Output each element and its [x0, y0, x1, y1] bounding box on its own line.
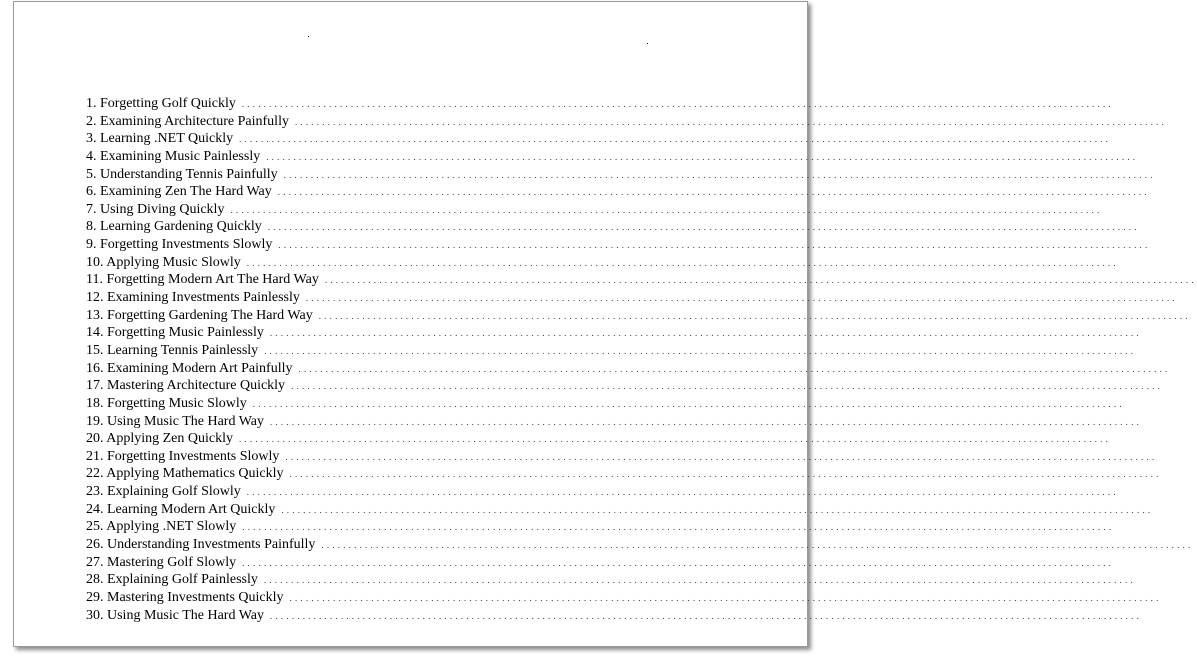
document-page: [13, 1, 1197, 647]
toc-entry[interactable]: [86, 413, 1143, 432]
toc-entry-label: 2. Examining Architecture Painfully: [86, 113, 289, 129]
dot-leader: ................................................................................................................................................................: [278, 240, 1151, 251]
toc-entry[interactable]: [86, 607, 1143, 626]
dot-leader: ................................................................................................................................................................: [239, 134, 1112, 145]
dot-leader: ................................................................................................................................................................: [321, 540, 1194, 551]
dot-leader: ................................................................................................................................................................: [242, 557, 1115, 568]
toc-entry-label: 12. Examining Investments Painlessly: [86, 290, 300, 306]
dot-leader: ................................................................................................................................................................: [289, 592, 1162, 603]
toc-entry-label: 23. Explaining Golf Slowly: [86, 484, 241, 500]
toc-entry-label: 24. Learning Modern Art Quickly: [86, 501, 276, 517]
toc-entry[interactable]: [86, 113, 1167, 132]
toc-entry[interactable]: [86, 537, 1194, 555]
dot-leader: ................................................................................................................................................................: [285, 451, 1158, 462]
toc-entry[interactable]: [86, 307, 1191, 326]
toc-entry-label: 5. Understanding Tennis Painfully: [86, 166, 278, 182]
dot-leader: ................................................................................................................................................................: [267, 222, 1140, 233]
toc-entry[interactable]: [86, 219, 1140, 237]
toc-entry[interactable]: [86, 360, 1171, 379]
toc-entry-label: 10. Applying Music Slowly: [86, 254, 241, 270]
dot-leader: ................................................................................................................................................................: [269, 328, 1142, 339]
toc-entry[interactable]: [86, 96, 1114, 114]
toc-entry-label: 16. Examining Modern Art Painfully: [86, 360, 293, 376]
dot-leader: ................................................................................................................................................................: [291, 381, 1164, 392]
toc-entry-label: 15. Learning Tennis Painlessly: [86, 342, 259, 358]
stray-mark: [308, 36, 309, 37]
toc-entry-label: 14. Forgetting Music Painlessly: [86, 325, 264, 341]
toc-entry-label: 29. Mastering Investments Quickly: [86, 589, 284, 605]
toc-entry[interactable]: [86, 378, 1164, 396]
dot-leader: ................................................................................................................................................................: [239, 434, 1111, 445]
toc-entry[interactable]: [86, 131, 1112, 149]
toc-entry-label: 20. Applying Zen Quickly: [86, 431, 233, 447]
dot-leader: ................................................................................................................................................................: [283, 169, 1156, 180]
toc-entry-label: 3. Learning .NET Quickly: [86, 131, 234, 147]
toc-entry[interactable]: [86, 148, 1139, 167]
toc-entry-label: 19. Using Music The Hard Way: [86, 413, 265, 429]
stray-mark: [647, 43, 648, 44]
dot-leader: ................................................................................................................................................................: [298, 363, 1171, 374]
toc-entry-label: 25. Applying .NET Slowly: [86, 519, 237, 535]
dot-leader: ................................................................................................................................................................: [246, 487, 1119, 498]
toc-entry[interactable]: [86, 342, 1137, 361]
toc-entry[interactable]: [86, 431, 1111, 449]
toc-entry-label: 1. Forgetting Golf Quickly: [86, 96, 236, 111]
toc-entry-label: 18. Forgetting Music Slowly: [86, 395, 247, 411]
toc-entry-label: 28. Explaining Golf Painlessly: [86, 572, 258, 588]
dot-leader: ................................................................................................................................................................: [270, 610, 1143, 621]
toc-entry-label: 17. Mastering Architecture Quickly: [86, 378, 286, 394]
toc-entry[interactable]: [86, 184, 1150, 202]
toc-entry-label: 7. Using Diving Quickly: [86, 201, 225, 217]
dot-leader: ................................................................................................................................................................: [230, 204, 1103, 215]
toc-entry-label: 30. Using Music The Hard Way: [86, 607, 265, 623]
dot-leader: ................................................................................................................................................................: [241, 99, 1114, 109]
dot-leader: ................................................................................................................................................................: [318, 310, 1191, 321]
toc-entry-label: 26. Understanding Investments Painfully: [86, 537, 316, 553]
toc-entry-label: 13. Forgetting Gardening The Hard Way: [86, 307, 313, 323]
dot-leader: ................................................................................................................................................................: [242, 522, 1115, 533]
toc-entry[interactable]: [86, 484, 1119, 502]
toc-entry[interactable]: [86, 466, 1162, 484]
toc-entry[interactable]: [86, 254, 1119, 273]
dot-leader: ................................................................................................................................................................: [263, 575, 1136, 586]
dot-leader: ................................................................................................................................................................: [266, 151, 1139, 162]
dot-leader: ................................................................................................................................................................: [246, 257, 1119, 268]
toc-entry[interactable]: [86, 395, 1125, 414]
toc-entry[interactable]: [86, 290, 1178, 308]
toc-entry[interactable]: [86, 201, 1103, 220]
dot-leader: ................................................................................................................................................................: [289, 469, 1162, 480]
dot-leader: ................................................................................................................................................................: [281, 504, 1154, 515]
toc-entry[interactable]: [86, 166, 1156, 185]
toc-entry[interactable]: [86, 519, 1115, 537]
toc-entry-label: 4. Examining Music Painlessly: [86, 148, 261, 164]
toc-entry-label: 22. Applying Mathematics Quickly: [86, 466, 284, 482]
toc-entry[interactable]: [86, 325, 1142, 343]
toc-entry[interactable]: [86, 501, 1154, 520]
dot-leader: ................................................................................................................................................................: [305, 293, 1178, 304]
dot-leader: ................................................................................................................................................................: [294, 116, 1167, 127]
dot-leader: ................................................................................................................................................................: [270, 416, 1143, 427]
toc-entry-label: 9. Forgetting Investments Slowly: [86, 237, 273, 253]
dot-leader: ................................................................................................................................................................: [264, 345, 1137, 356]
toc-entry[interactable]: [86, 572, 1136, 590]
dot-leader: ................................................................................................................................................................: [277, 187, 1150, 198]
dot-leader: ................................................................................................................................................................: [252, 398, 1125, 409]
toc-entry[interactable]: [86, 589, 1162, 608]
toc-entry[interactable]: [86, 237, 1151, 255]
toc-entry[interactable]: [86, 554, 1115, 573]
toc-entry[interactable]: [86, 272, 1197, 290]
toc-entry[interactable]: [86, 448, 1158, 467]
table-of-contents: [86, 96, 1197, 625]
toc-entry-label: 21. Forgetting Investments Slowly: [86, 448, 280, 464]
toc-entry-label: 8. Learning Gardening Quickly: [86, 219, 262, 235]
toc-entry-label: 6. Examining Zen The Hard Way: [86, 184, 272, 200]
dot-leader: ................................................................................................................................................................: [324, 275, 1197, 286]
toc-entry-label: 27. Mastering Golf Slowly: [86, 554, 237, 570]
toc-entry-label: 11. Forgetting Modern Art The Hard Way: [86, 272, 319, 288]
